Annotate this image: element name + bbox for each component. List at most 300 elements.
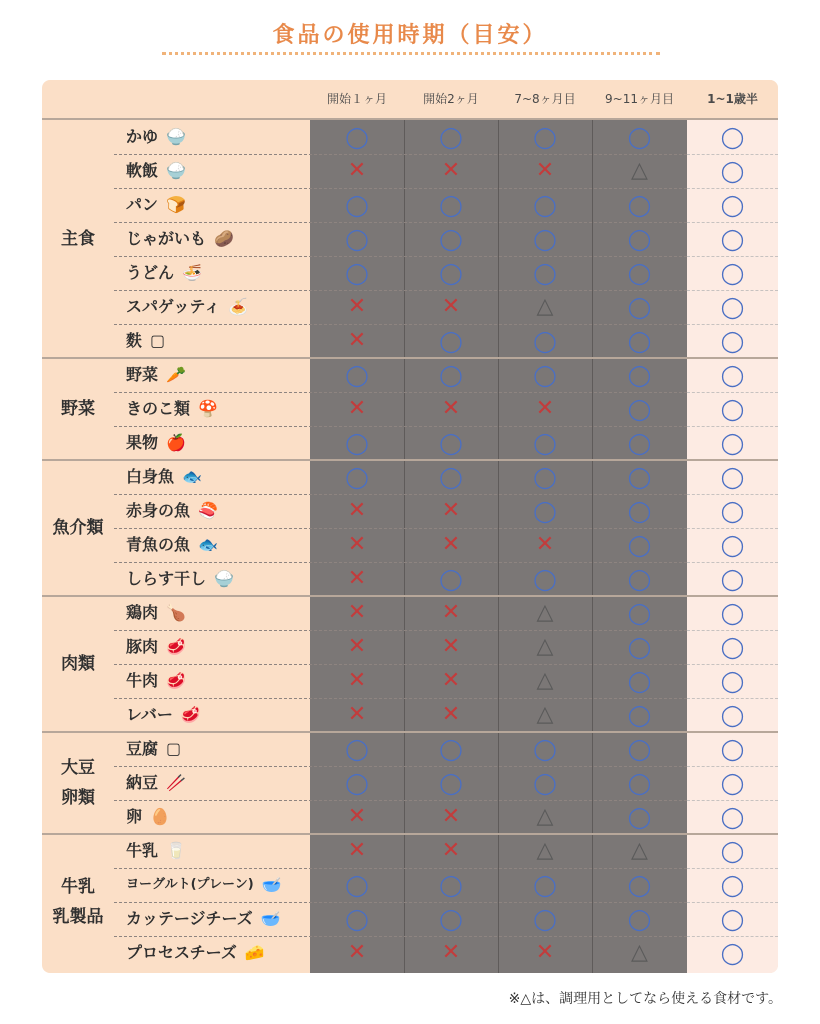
group-label: 大豆 卵類 [61, 758, 95, 808]
circle-mark: ◯ [627, 702, 652, 727]
circle-mark: ◯ [533, 328, 557, 353]
availability-cell [404, 460, 498, 494]
white-fish-icon: 🐟 [182, 467, 202, 486]
food-name: 青魚の魚 [126, 535, 191, 554]
cross-mark: ✕ [441, 158, 461, 183]
cheese-icon: 🧀 [244, 943, 265, 962]
circle-mark: ◯ [533, 464, 557, 489]
availability-cell [687, 290, 778, 324]
food-label [126, 562, 234, 596]
availability-cell [687, 834, 778, 868]
circle-mark: ◯ [439, 328, 463, 353]
availability-cell [592, 188, 687, 222]
cross-mark: ✕ [441, 838, 461, 863]
circle-mark: ◯ [439, 736, 463, 761]
availability-cell [310, 426, 404, 460]
food-name: しらす干し [126, 569, 207, 588]
availability-cell [687, 868, 778, 902]
food-label [126, 664, 186, 698]
tofu-icon: ▢ [166, 739, 182, 758]
circle-mark: ◯ [720, 566, 745, 591]
food-label [126, 290, 248, 324]
availability-cell [404, 188, 498, 222]
availability-cell [592, 596, 687, 630]
availability-cell [687, 120, 778, 154]
cross-mark: ✕ [441, 498, 461, 523]
availability-cell [310, 528, 404, 562]
circle-mark: ◯ [720, 940, 745, 965]
availability-cell [592, 460, 687, 494]
cross-mark: ✕ [347, 702, 367, 727]
availability-cell [498, 290, 592, 324]
circle-mark: ◯ [533, 124, 557, 149]
food-name: きのこ類 [126, 399, 191, 418]
availability-cell [310, 358, 404, 392]
circle-mark: ◯ [627, 532, 652, 557]
availability-cell [310, 766, 404, 800]
cottage-cheese-icon: 🥣 [260, 909, 281, 928]
cross-mark: ✕ [347, 328, 367, 353]
tuna-icon: 🍣 [198, 501, 218, 520]
food-label [126, 766, 186, 800]
beef-icon: 🥩 [166, 671, 186, 690]
cross-mark: ✕ [441, 634, 461, 659]
apple-icon: 🍎 [166, 433, 186, 452]
availability-cell [310, 188, 404, 222]
udon-bowl-icon: 🍜 [182, 263, 202, 282]
natto-icon: 🥢 [166, 773, 186, 792]
availability-cell [592, 630, 687, 664]
triangle-mark: △ [536, 634, 554, 659]
triangle-mark: △ [536, 804, 554, 829]
availability-cell [498, 426, 592, 460]
food-name: レバー [126, 705, 173, 724]
availability-cell [310, 902, 404, 936]
food-label [126, 392, 218, 426]
cross-mark: ✕ [347, 532, 367, 557]
availability-cell [592, 698, 687, 732]
group-label: 主食 [61, 229, 95, 249]
availability-cell [404, 868, 498, 902]
circle-mark: ◯ [627, 770, 652, 795]
availability-cell [310, 868, 404, 902]
circle-mark: ◯ [533, 362, 557, 387]
circle-mark: ◯ [439, 872, 463, 897]
availability-cell [498, 324, 592, 358]
circle-mark: ◯ [627, 294, 652, 319]
liver-icon: 🥩 [180, 705, 201, 724]
availability-cell [687, 630, 778, 664]
availability-cell [498, 256, 592, 290]
availability-cell [687, 596, 778, 630]
triangle-mark: △ [631, 838, 648, 863]
circle-mark: ◯ [720, 804, 745, 829]
circle-mark: ◯ [720, 192, 745, 217]
food-label [126, 936, 265, 970]
food-name: パン [126, 195, 159, 214]
spaghetti-icon: 🍝 [228, 297, 249, 316]
fu-cube-icon: ▢ [150, 331, 166, 350]
availability-cell [592, 732, 687, 766]
milk-bottle-icon: 🥛 [166, 841, 186, 860]
group-label: 魚介類 [52, 518, 104, 538]
availability-cell [592, 834, 687, 868]
circle-mark: ◯ [720, 906, 745, 931]
circle-mark: ◯ [720, 430, 745, 455]
circle-mark: ◯ [533, 770, 557, 795]
circle-mark: ◯ [627, 430, 652, 455]
availability-cell [687, 698, 778, 732]
cross-mark: ✕ [347, 668, 367, 693]
footnote: ※△は、調理用としてなら使える食材です。 [508, 991, 782, 1007]
availability-cell [498, 732, 592, 766]
column-header: 7~8ヶ月目 [498, 80, 592, 118]
availability-cell [310, 936, 404, 970]
circle-mark: ◯ [439, 906, 463, 931]
availability-cell [592, 664, 687, 698]
cross-mark: ✕ [441, 668, 461, 693]
food-name: ヨーグルト(プレーン) [126, 877, 254, 892]
circle-mark: ◯ [627, 464, 652, 489]
food-name: かゆ [126, 127, 159, 146]
availability-cell [498, 766, 592, 800]
circle-mark: ◯ [627, 124, 652, 149]
availability-cell [498, 188, 592, 222]
circle-mark: ◯ [439, 430, 463, 455]
availability-cell [592, 120, 687, 154]
food-name: 麩 [126, 331, 143, 350]
food-label [126, 698, 201, 732]
food-label [126, 426, 186, 460]
circle-mark: ◯ [720, 260, 745, 285]
availability-cell [404, 562, 498, 596]
circle-mark: ◯ [439, 464, 463, 489]
food-label [126, 630, 186, 664]
circle-mark: ◯ [533, 430, 557, 455]
circle-mark: ◯ [720, 498, 745, 523]
food-label [126, 596, 186, 630]
availability-cell [592, 392, 687, 426]
availability-cell [687, 426, 778, 460]
circle-mark: ◯ [345, 226, 369, 251]
availability-cell [404, 596, 498, 630]
availability-cell [592, 290, 687, 324]
availability-cell [592, 222, 687, 256]
cross-mark: ✕ [347, 396, 367, 421]
availability-cell [687, 324, 778, 358]
circle-mark: ◯ [439, 192, 463, 217]
availability-cell [498, 562, 592, 596]
availability-cell [498, 154, 592, 188]
availability-cell [498, 222, 592, 256]
circle-mark: ◯ [533, 566, 557, 591]
availability-cell [592, 494, 687, 528]
circle-mark: ◯ [720, 464, 745, 489]
cross-mark: ✕ [535, 158, 555, 183]
food-name: うどん [126, 263, 175, 282]
food-name: 豚肉 [126, 637, 159, 656]
availability-cell [687, 154, 778, 188]
food-name: 納豆 [126, 773, 159, 792]
availability-cell [310, 494, 404, 528]
cross-mark: ✕ [441, 294, 461, 319]
availability-cell [404, 426, 498, 460]
circle-mark: ◯ [345, 260, 369, 285]
circle-mark: ◯ [627, 566, 652, 591]
availability-cell [498, 936, 592, 970]
availability-cell [498, 664, 592, 698]
cross-mark: ✕ [347, 634, 367, 659]
availability-cell [687, 392, 778, 426]
circle-mark: ◯ [720, 634, 745, 659]
circle-mark: ◯ [720, 872, 745, 897]
circle-mark: ◯ [439, 260, 463, 285]
circle-mark: ◯ [627, 498, 652, 523]
column-header: 開始１ヶ月 [310, 80, 404, 118]
availability-cell [687, 256, 778, 290]
circle-mark: ◯ [720, 158, 745, 183]
availability-cell [310, 698, 404, 732]
circle-mark: ◯ [439, 770, 463, 795]
availability-cell [404, 630, 498, 664]
availability-cell [404, 290, 498, 324]
food-name: 赤身の魚 [126, 501, 191, 520]
circle-mark: ◯ [345, 872, 369, 897]
circle-mark: ◯ [345, 192, 369, 217]
food-label [126, 324, 165, 358]
cross-mark: ✕ [441, 532, 461, 557]
circle-mark: ◯ [627, 906, 652, 931]
group-label: 野菜 [61, 399, 95, 419]
column-header: 9~11ヶ月目 [592, 80, 687, 118]
circle-mark: ◯ [533, 226, 557, 251]
circle-mark: ◯ [533, 906, 557, 931]
cross-mark: ✕ [347, 566, 367, 591]
availability-cell [404, 698, 498, 732]
circle-mark: ◯ [345, 430, 369, 455]
availability-cell [404, 902, 498, 936]
triangle-mark: △ [536, 294, 554, 319]
food-name: 鶏肉 [126, 603, 159, 622]
circle-mark: ◯ [627, 362, 652, 387]
food-label [126, 902, 281, 936]
chicken-icon: 🍗 [166, 603, 186, 622]
triangle-mark: △ [536, 600, 554, 625]
circle-mark: ◯ [627, 872, 652, 897]
availability-cell [310, 630, 404, 664]
cross-mark: ✕ [441, 600, 461, 625]
food-name: 白身魚 [126, 467, 175, 486]
availability-cell [687, 664, 778, 698]
bread-icon: 🍞 [166, 195, 186, 214]
food-label [126, 834, 186, 868]
food-name: スパゲッティ [126, 297, 221, 316]
availability-cell [498, 698, 592, 732]
availability-cell [404, 392, 498, 426]
cross-mark: ✕ [347, 940, 367, 965]
circle-mark: ◯ [720, 294, 745, 319]
availability-cell [498, 460, 592, 494]
circle-mark: ◯ [439, 362, 463, 387]
circle-mark: ◯ [627, 192, 652, 217]
food-label [126, 800, 170, 834]
page-title: 食品の使用時期（目安） [272, 23, 548, 48]
food-label [126, 868, 282, 902]
availability-cell [310, 290, 404, 324]
food-label [126, 358, 186, 392]
rice-bowl-icon: 🍚 [166, 127, 186, 146]
circle-mark: ◯ [439, 124, 463, 149]
availability-cell [310, 392, 404, 426]
title-dotted-underline [162, 52, 660, 55]
availability-cell [687, 902, 778, 936]
circle-mark: ◯ [533, 260, 557, 285]
group-label: 肉類 [61, 654, 95, 674]
circle-mark: ◯ [627, 396, 652, 421]
food-name: 果物 [126, 433, 159, 452]
availability-cell [498, 800, 592, 834]
availability-cell [592, 902, 687, 936]
availability-cell [498, 596, 592, 630]
food-name: 牛乳 [126, 841, 159, 860]
availability-cell [687, 358, 778, 392]
availability-cell [687, 494, 778, 528]
pork-icon: 🥩 [166, 637, 186, 656]
availability-cell [687, 732, 778, 766]
column-header: 1~1歳半 [687, 80, 778, 118]
triangle-mark: △ [536, 702, 554, 727]
availability-cell [404, 528, 498, 562]
cross-mark: ✕ [441, 702, 461, 727]
circle-mark: ◯ [627, 600, 652, 625]
availability-cell [592, 528, 687, 562]
circle-mark: ◯ [439, 226, 463, 251]
food-label [126, 528, 218, 562]
availability-cell [592, 426, 687, 460]
circle-mark: ◯ [720, 226, 745, 251]
circle-mark: ◯ [720, 600, 745, 625]
cross-mark: ✕ [441, 940, 461, 965]
circle-mark: ◯ [720, 736, 745, 761]
circle-mark: ◯ [627, 226, 652, 251]
availability-cell [404, 256, 498, 290]
availability-cell [404, 494, 498, 528]
availability-cell [592, 324, 687, 358]
cross-mark: ✕ [441, 804, 461, 829]
food-name: プロセスチーズ [126, 943, 237, 962]
cross-mark: ✕ [347, 804, 367, 829]
circle-mark: ◯ [720, 838, 745, 863]
cross-mark: ✕ [535, 532, 555, 557]
availability-cell [498, 902, 592, 936]
availability-cell [404, 154, 498, 188]
availability-cell [310, 732, 404, 766]
circle-mark: ◯ [345, 770, 369, 795]
availability-cell [687, 460, 778, 494]
circle-mark: ◯ [720, 124, 745, 149]
circle-mark: ◯ [533, 736, 557, 761]
food-name: 牛肉 [126, 671, 159, 690]
circle-mark: ◯ [720, 532, 745, 557]
food-name: 軟飯 [126, 161, 159, 180]
availability-cell [687, 188, 778, 222]
availability-cell [498, 494, 592, 528]
food-name: 野菜 [126, 365, 159, 384]
cross-mark: ✕ [347, 294, 367, 319]
availability-cell [310, 800, 404, 834]
availability-cell [687, 936, 778, 970]
availability-cell [687, 766, 778, 800]
cross-mark: ✕ [441, 396, 461, 421]
availability-cell [498, 630, 592, 664]
circle-mark: ◯ [533, 192, 557, 217]
triangle-mark: △ [631, 158, 648, 183]
yogurt-icon: 🥣 [261, 875, 282, 894]
triangle-mark: △ [536, 668, 554, 693]
food-name: じゃがいも [126, 229, 207, 248]
availability-cell [592, 154, 687, 188]
group-label: 牛乳 乳製品 [52, 877, 104, 927]
availability-cell [310, 664, 404, 698]
food-label [126, 732, 181, 766]
availability-cell [404, 358, 498, 392]
availability-cell [404, 120, 498, 154]
availability-cell [592, 868, 687, 902]
circle-mark: ◯ [345, 464, 369, 489]
food-name: 卵 [126, 807, 143, 826]
circle-mark: ◯ [345, 124, 369, 149]
food-name: 豆腐 [126, 739, 159, 758]
availability-cell [498, 392, 592, 426]
food-label [126, 222, 234, 256]
cross-mark: ✕ [347, 498, 367, 523]
availability-cell [592, 800, 687, 834]
food-label [126, 460, 202, 494]
cross-mark: ✕ [347, 600, 367, 625]
circle-mark: ◯ [627, 804, 652, 829]
circle-mark: ◯ [533, 872, 557, 897]
availability-cell [687, 800, 778, 834]
circle-mark: ◯ [345, 906, 369, 931]
availability-cell [404, 800, 498, 834]
availability-cell [404, 324, 498, 358]
potato-icon: 🥔 [214, 229, 234, 248]
availability-cell [592, 766, 687, 800]
circle-mark: ◯ [627, 328, 652, 353]
availability-cell [498, 358, 592, 392]
availability-cell [404, 936, 498, 970]
circle-mark: ◯ [720, 702, 745, 727]
availability-cell [310, 120, 404, 154]
rice-bowl-icon: 🍚 [166, 161, 186, 180]
circle-mark: ◯ [345, 362, 369, 387]
circle-mark: ◯ [720, 328, 745, 353]
availability-cell [592, 562, 687, 596]
cross-mark: ✕ [347, 158, 367, 183]
circle-mark: ◯ [627, 668, 652, 693]
circle-mark: ◯ [533, 498, 557, 523]
triangle-mark: △ [536, 838, 554, 863]
availability-cell [310, 596, 404, 630]
circle-mark: ◯ [720, 770, 745, 795]
availability-cell [498, 868, 592, 902]
circle-mark: ◯ [627, 736, 652, 761]
food-label [126, 188, 186, 222]
availability-cell [592, 936, 687, 970]
availability-cell [310, 256, 404, 290]
carrot-icon: 🥕 [166, 365, 186, 384]
availability-cell [404, 732, 498, 766]
